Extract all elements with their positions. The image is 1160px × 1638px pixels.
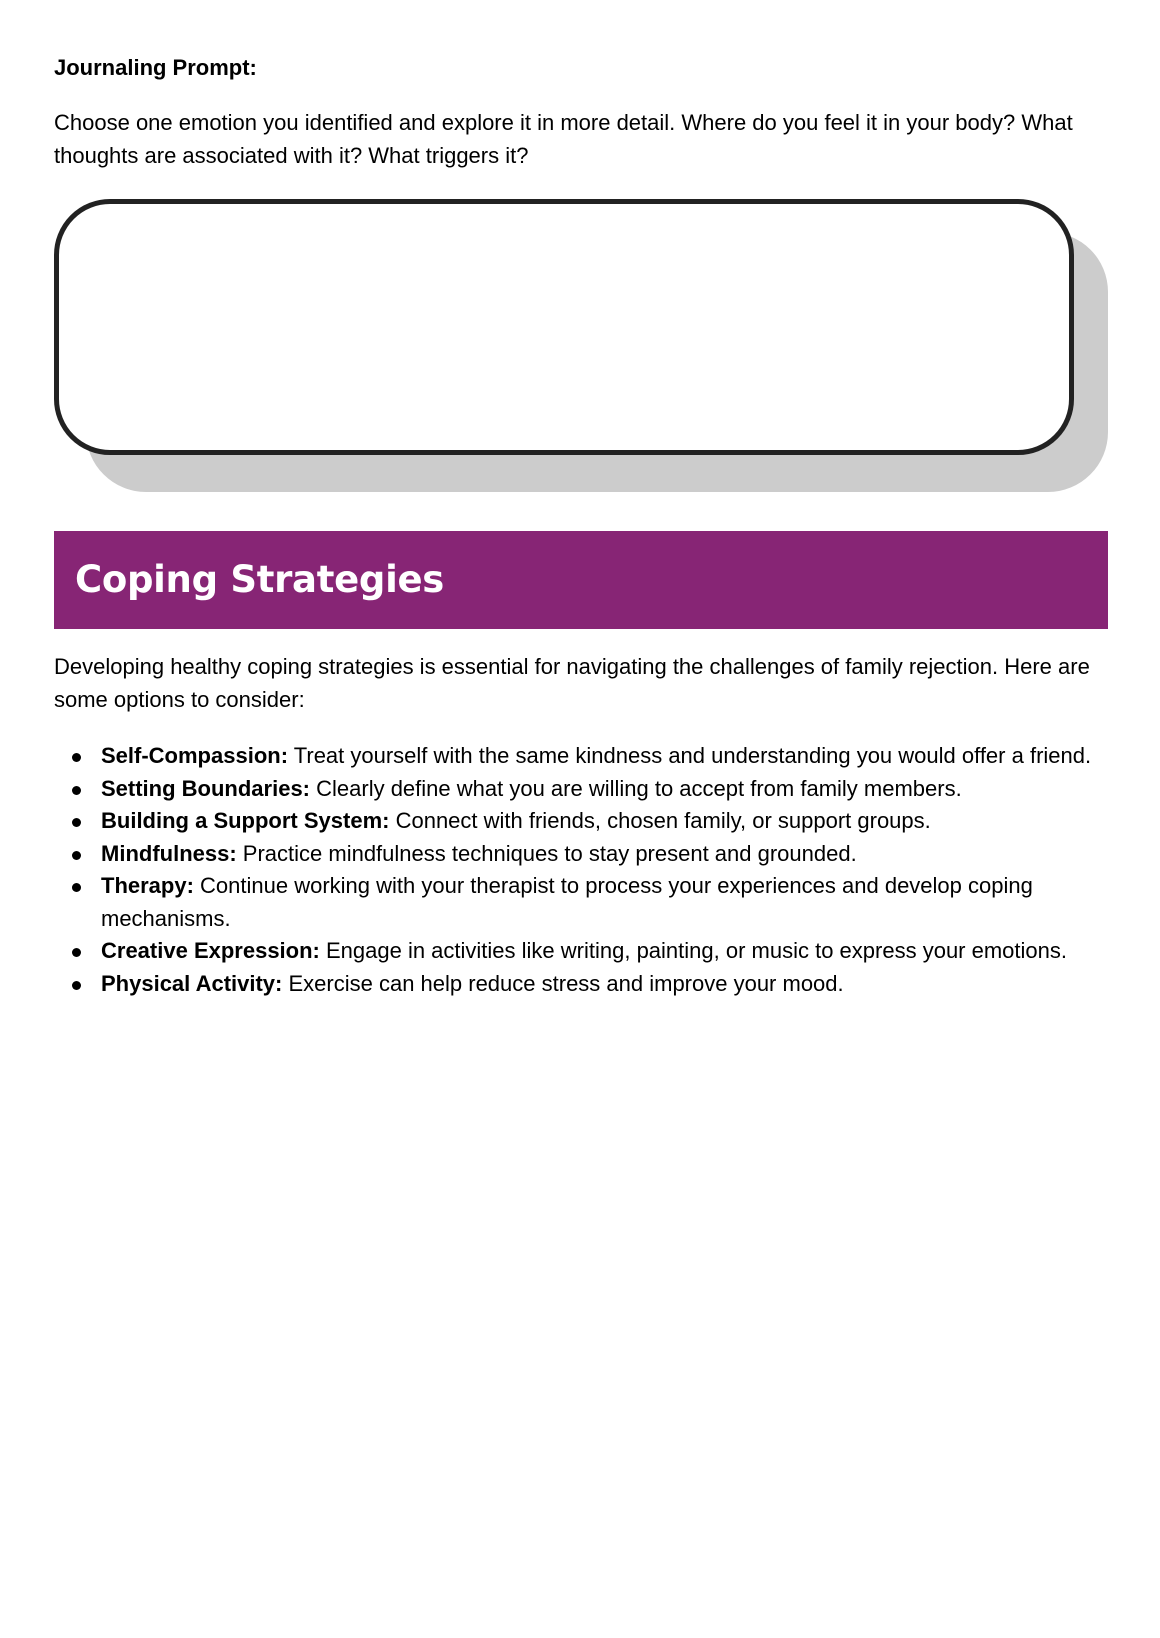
coping-strategies-banner — [54, 531, 1108, 629]
strategy-description: Clearly define what you are willing to accept from family members. — [310, 775, 962, 801]
bullet-icon — [72, 851, 81, 860]
strategy-description: Practice mindfulness techniques to stay present and grounded. — [236, 840, 857, 866]
strategy-description: Treat yourself with the same kindness and understanding you would offer a friend. — [288, 743, 1092, 768]
strategy-term: Building a Support System: — [101, 808, 390, 833]
list-item — [54, 773, 1108, 806]
strategy-description: Connect with friends, chosen family, or support groups. — [389, 808, 931, 833]
strategy-term: Self-Compassion: — [101, 743, 289, 768]
bullet-icon — [72, 883, 81, 892]
journal-writing-box[interactable] — [54, 199, 1074, 455]
coping-intro-text: Developing healthy coping strategies is essential for navigating the challenges of family rejection. Here are some options to consider: — [54, 654, 1090, 712]
strategy-term: Mindfulness: — [101, 840, 237, 866]
strategy-term: Physical Activity: — [101, 970, 283, 996]
coping-strategies-title: Coping Strategies — [75, 558, 444, 601]
strategy-description: Engage in activities like writing, painting, or music to express your emotions. — [319, 938, 1067, 963]
list-item — [54, 870, 1108, 935]
bullet-icon — [72, 948, 81, 957]
bullet-icon — [72, 981, 81, 990]
list-item — [54, 805, 1108, 838]
list-item — [54, 740, 1108, 773]
strategy-description: Exercise can help reduce stress and improve your mood. — [282, 970, 844, 996]
journaling-prompt-heading: Journaling Prompt: — [54, 55, 257, 80]
list-item — [54, 935, 1108, 968]
bullet-icon — [72, 753, 81, 762]
strategy-term: Creative Expression: — [101, 938, 320, 963]
strategy-description: Continue working with your therapist to process your experiences and develop coping mechanisms. — [101, 873, 1033, 931]
journaling-prompt-text: Choose one emotion you identified and explore it in more detail. Where do you feel it in your body? What thoughts are associated with it? What triggers it? — [54, 110, 1073, 168]
strategy-term: Therapy: — [101, 873, 194, 898]
list-item — [54, 968, 1108, 1001]
coping-strategy-list — [54, 740, 1108, 1000]
bullet-icon — [72, 786, 81, 795]
strategy-term: Setting Boundaries: — [101, 775, 311, 801]
bullet-icon — [72, 818, 81, 827]
list-item — [54, 838, 1108, 871]
